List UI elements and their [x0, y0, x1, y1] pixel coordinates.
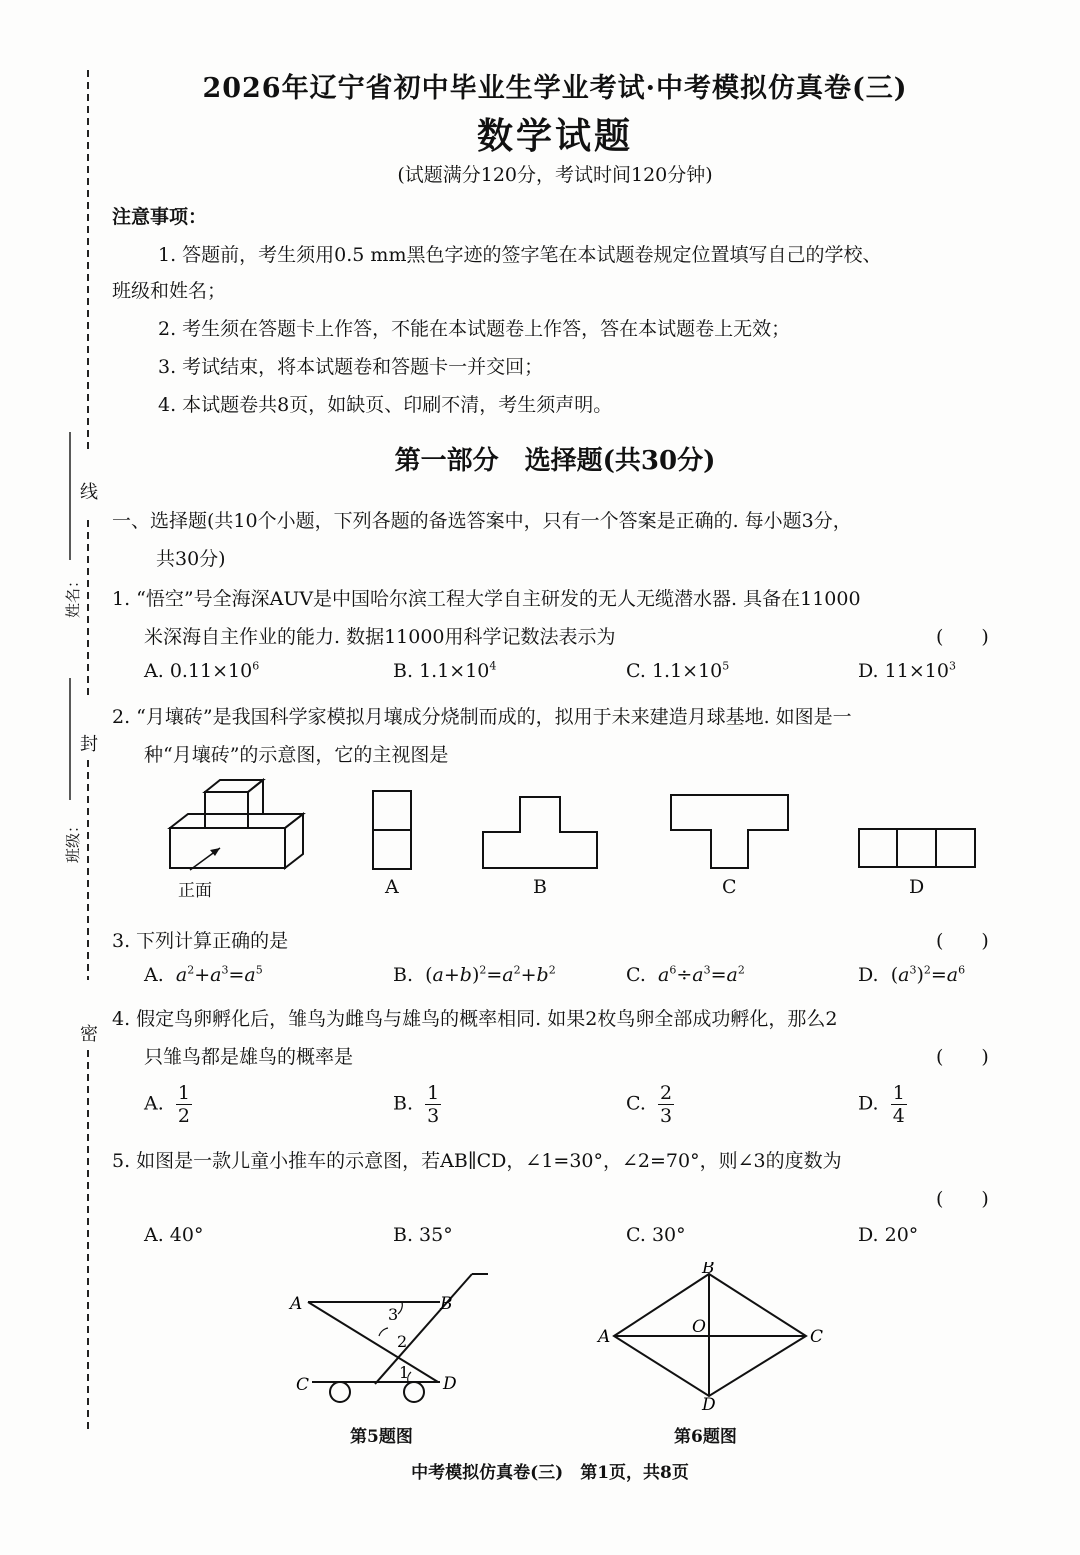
q2-option-c-figure[interactable] — [668, 792, 792, 872]
fig5-label-d: D — [443, 1374, 457, 1394]
exam-title: 2026年辽宁省初中毕业生学业考试·中考模拟仿真卷(三) — [202, 73, 908, 104]
q2-option-b-figure[interactable] — [480, 794, 604, 872]
moon-brick-3d-figure — [160, 778, 310, 878]
fig5-angle-3: 3 — [388, 1305, 399, 1324]
notice-heading: 注意事项： — [112, 206, 208, 228]
fig6-label-d: D — [702, 1395, 716, 1412]
notice-item-1: 1. 答题前，考生须用0.5 mm黑色字迹的签字笔在本试题卷规定位置填写自己的学校、 — [158, 244, 882, 266]
q5-option-c[interactable]: C. 30° — [626, 1224, 686, 1246]
q2-option-a-figure[interactable] — [370, 788, 416, 872]
notice-item-4: 4. 本试题卷共8页，如缺页、印刷不清，考生须声明。 — [158, 394, 613, 416]
q1-answer-paren: ( ) — [936, 626, 989, 648]
fig6-label-b: B — [702, 1262, 715, 1278]
q3-answer-paren: ( ) — [936, 930, 989, 952]
q4-option-d[interactable]: D. $\frac{1}{4}$ — [858, 1082, 905, 1127]
margin-mark-xian: 线 — [80, 482, 98, 503]
q2-stem: 2. “月壤砖”是我国科学家模拟月壤成分烧制而成的，拟用于未来建造月球基地. 如图是一 — [112, 706, 852, 728]
fig6-label-a: A — [598, 1327, 611, 1347]
q2-stem-cont: 种“月壤砖”的示意图，它的主视图是 — [144, 744, 449, 766]
q3-option-b[interactable]: B. $(a+b)^2=a^2+b^2$ — [393, 963, 556, 986]
exam-meta: (试题满分120分，考试时间120分钟) — [397, 164, 713, 186]
fig5-label-b: B — [440, 1294, 453, 1314]
q4-option-a[interactable]: A. $\frac{1}{2}$ — [144, 1082, 190, 1127]
q2-option-d-label[interactable]: D — [909, 876, 925, 898]
subject-title: 数学试题 — [476, 115, 633, 157]
part1-instruction-cont: 共30分) — [156, 548, 226, 570]
q4-option-b[interactable]: B. $\frac{1}{3}$ — [393, 1082, 440, 1127]
q1-option-c[interactable]: C. $1.1\times 10^5$ — [626, 659, 730, 682]
part1-instruction: 一、选择题(共10个小题，下列各题的备选答案中，只有一个答案是正确的. 每小题3分， — [112, 510, 852, 532]
q4-answer-paren: ( ) — [936, 1046, 989, 1068]
fig5-label-a: A — [290, 1294, 303, 1314]
name-label: 姓名： — [64, 572, 83, 619]
q5-stem: 5. 如图是一款儿童小推车的示意图，若AB∥CD，∠1=30°，∠2=70°，则∠3的度数为 — [112, 1150, 842, 1172]
q3-stem: 3. 下列计算正确的是 — [112, 930, 289, 952]
q5-answer-paren: ( ) — [936, 1188, 989, 1210]
figure-6-rhombus — [594, 1262, 834, 1412]
q2-option-b-label[interactable]: B — [533, 876, 547, 898]
q1-option-b[interactable]: B. $1.1\times 10^4$ — [393, 659, 497, 682]
fig5-label-c: C — [296, 1375, 310, 1395]
notice-item-2: 2. 考生须在答题卡上作答，不能在本试题卷上作答，答在本试题卷上无效； — [158, 318, 791, 340]
q2-option-c-label[interactable]: C — [722, 876, 737, 898]
q3-option-c[interactable]: C. $a^6\div a^3=a^2$ — [626, 963, 745, 986]
page-footer: 中考模拟仿真卷(三) 第1页，共8页 — [411, 1463, 689, 1483]
q2-option-a-label[interactable]: A — [385, 876, 399, 898]
fig5-angle-2: 2 — [397, 1332, 408, 1351]
fig5-angle-1: 1 — [399, 1363, 410, 1382]
q3-option-a[interactable]: A. $a^2+a^3=a^5$ — [144, 963, 263, 986]
class-label: 班级： — [64, 817, 83, 864]
notice-item-3: 3. 考试结束，将本试题卷和答题卡一并交回； — [158, 356, 544, 378]
figure-6-caption: 第6题图 — [674, 1427, 737, 1447]
q1-option-d[interactable]: D. $11\times 10^3$ — [858, 659, 956, 682]
q1-stem-cont: 米深海自主作业的能力. 数据11000用科学记数法表示为 — [144, 626, 616, 648]
q3-option-d[interactable]: D. $(a^3)^2=a^6$ — [858, 963, 966, 986]
q2-option-d-figure[interactable] — [856, 826, 978, 870]
fig6-label-c: C — [810, 1327, 824, 1347]
margin-mark-feng: 封 — [80, 734, 98, 755]
fig6-label-o: O — [692, 1317, 706, 1337]
q4-stem-cont: 只雏鸟都是雄鸟的概率是 — [144, 1046, 354, 1068]
figure-5-stroller — [280, 1262, 500, 1412]
front-label: 正面 — [178, 881, 212, 901]
figure-5-caption: 第5题图 — [350, 1427, 413, 1447]
q4-option-c[interactable]: C. $\frac{2}{3}$ — [626, 1082, 673, 1127]
q5-option-d[interactable]: D. 20° — [858, 1224, 919, 1246]
q1-option-a[interactable]: A. $0.11\times 10^6$ — [144, 659, 260, 682]
q4-stem: 4. 假定鸟卵孵化后，雏鸟为雌鸟与雄鸟的概率相同. 如果2枚鸟卵全部成功孵化，那么2 — [112, 1008, 838, 1030]
q1-stem: 1. “悟空”号全海深AUV是中国哈尔滨工程大学自主研发的无人无缆潜水器. 具备在11000 — [112, 588, 861, 610]
notice-item-1-cont: 班级和姓名； — [112, 280, 227, 302]
q5-option-b[interactable]: B. 35° — [393, 1224, 453, 1246]
part1-heading: 第一部分 选择题(共30分) — [394, 446, 716, 476]
margin-mark-mi: 密 — [80, 1024, 98, 1045]
q5-option-a[interactable]: A. 40° — [144, 1224, 204, 1246]
